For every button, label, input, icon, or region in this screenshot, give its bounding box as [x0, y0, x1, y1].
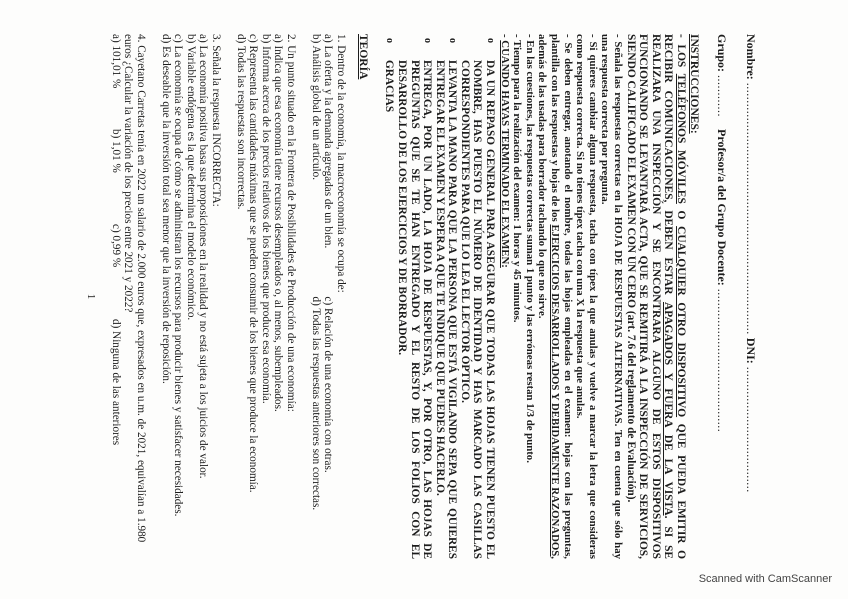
dni-field: ....................................: [744, 366, 758, 493]
text: O: [675, 203, 687, 227]
question-stem: 3. Señala la respuesta INCORRECTA:: [210, 34, 222, 207]
grupo-label: Grupo:: [715, 34, 729, 73]
option-a: a) La oferta y la demanda agregadas de un bien.: [322, 34, 335, 249]
bullet-circle-icon: o: [485, 38, 497, 43]
option-c: c) 0,99 %: [109, 224, 122, 268]
bullet-circle-icon: o: [422, 38, 434, 43]
instruction-scoring: - En las cuestiones, las respuestas correctas suman 1 punto y las erróneas restan 1/3 de punto.: [523, 34, 536, 463]
question-stem: 2. Un punto situado en la Frontera de Posibilidades de Producción de una economía:: [284, 34, 297, 412]
option-c: c) Relación de una economía con otras.: [322, 296, 335, 473]
grupo-field: ............: [715, 75, 729, 118]
option-a: a) 101,01 %: [109, 34, 122, 89]
text: APAGADOS Y FUERA DE LA VISTA: [662, 301, 675, 516]
option-a: a) Indica que esa economía tiene recursos desempleados o, al menos, subempleados.: [272, 34, 285, 412]
question-4: [109, 34, 147, 559]
grupo-line: [714, 34, 729, 559]
instruction-when-finished: [498, 34, 511, 559]
nombre-label: Nombre:: [744, 34, 758, 80]
instruction-phones: [624, 34, 687, 559]
text: ENTREGA, POR UN LADO, LA HOJA DE RESPUESTAS, Y, POR OTRO, LAS HOJAS DE PREGUNTAS QUE SE TE HAN ENTREGADO Y EL RESTO DE LOS FOLIOS CON EL DESARROLLO DE LOS EJERCICIOS Y DE BORRADOR.: [395, 60, 434, 559]
text: EJERCICIOS DESARROLLADOS Y DEBIDAMENTE RAZONADOS: [549, 224, 562, 557]
option-b: b) Variable endógena es la que determina el modelo económico.: [184, 34, 197, 321]
option-c: c) Representa las cantidades máximas que se pueden consumir de los bienes que produce la economía.: [247, 34, 260, 493]
text: , además de las usadas para borrador tachando lo que no sirve.: [536, 34, 562, 559]
page-number: 1: [85, 293, 98, 300]
name-dni-line: [743, 34, 758, 559]
question-2: [234, 34, 297, 559]
checklist-item: [433, 34, 458, 559]
option-d: d) Todas las respuestas son incorrectas.: [234, 34, 247, 210]
bullet-circle-icon: o: [384, 38, 396, 43]
question-1: [309, 34, 347, 559]
instruction-answers: - Señala las respuestas correctas en la HOJA DE RESPUESTAS ALTERNATIVAS. Ten en cuenta que sólo hay una respuesta correcta por pregunta.: [599, 34, 625, 559]
instruction-change-answer: - Si quieres cambiar alguna respuesta, tacha con típex la que anulas y vuelve a marcar la letra que consideras como respuesta correcta. Si no tienes típex tacha con una X la respuesta que anulas.: [574, 34, 599, 559]
question-stem: 4. Cayetano Carretas tenía en 2022 un salario de 2.000 euros que, expresados en u.m. de 2021, equivalían a 1.980 euros ¿Calcular la variación de los precios entre 2021 y 2022?: [122, 34, 148, 543]
text: CUALQUIER OTRO DISPOSITIVO: [675, 226, 687, 418]
text: DA UN REPASO GENERAL PARA ASEGURAR QUE TODAS LAS HOJAS TIENEN PUESTO EL NOMBRE, HAS PUESTO EL NÚMERO DE IDENTIDAD Y HAS MARCADO LAS CASILLAS CORRESPONDIENTES PARA QUE LO LEA EL LECTOR ÓPTICO.: [458, 60, 497, 559]
dni-label: DNI:: [744, 337, 758, 364]
profesor-field: .........................................: [715, 288, 729, 433]
question-stem: 1. Dentro de la economía, la macroeconomía se ocupa de:: [334, 34, 347, 293]
text: - Se deben entregar, anotando el nombre, todas las hojas empleadas en el examen: hojas con las preguntas, plantilla con las respuestas y hojas de los: [549, 34, 574, 559]
nombre-field: ........................................................................: [744, 82, 758, 335]
checklist-item: [458, 34, 496, 559]
profesor-label: Profesor/a del Grupo Docente:: [715, 129, 729, 286]
instruction-time: - Tiempo para la realización del examen: 1 horas y 45 minutos.: [511, 34, 524, 323]
teoria-title: TEORÍA: [356, 34, 369, 80]
checklist-item: [383, 34, 396, 559]
text: - LOS: [675, 34, 687, 74]
text: QUE PUEDA EMITIR O RECIBIR COMUNICACIONES, DEBEN ESTAR: [662, 34, 687, 560]
checklist-item: [395, 34, 433, 559]
text: GRACIAS: [383, 60, 396, 113]
instructions-title: INSTRUCCIONES:: [688, 34, 700, 134]
instruction-deliver: [536, 34, 574, 559]
option-b: b) Análisis global de un artículo.: [309, 34, 322, 181]
option-d: d) Ninguna de las anteriores: [109, 319, 122, 446]
option-c: c) La economía se ocupa de cómo se administran los recursos para producir bienes y satisfacer necesidades.: [172, 34, 185, 517]
camscanner-watermark: Scanned with CamScanner: [698, 573, 832, 585]
option-d: d) Todas las respuestas anteriores son correctas.: [309, 296, 322, 511]
question-3: [159, 34, 222, 559]
text: LEVANTA LA MANO PARA QUE LA PERSONA QUE ESTÁ VIGILANDO SEPA QUE QUIERES ENTREGAR EL EXAMEN Y ESPERA A QUE TE INDIQUE QUE PUEDES HACERLO.: [433, 60, 459, 559]
option-d: d) Es deseable que la inversión total sea menor que la inversión de reposición.: [159, 34, 172, 384]
text: CUANDO HAYAS TERMINADO EL EXAMEN:: [498, 40, 511, 268]
option-a: a) La economía positiva basa sus proposiciones en la realidad y no está sujeta a los juicios de valor.: [197, 34, 210, 479]
option-b: b) 1,01 %: [109, 129, 122, 173]
text: -: [498, 34, 511, 41]
option-b: b) Informa acerca de los precios relativos de los bienes que produce esa economía.: [259, 34, 272, 404]
text: TELÉFONOS MÓVILES: [675, 73, 687, 204]
finish-checklist: [383, 34, 496, 559]
bullet-circle-icon: o: [447, 38, 459, 43]
text: . SI SE REALIZARA UNA INSPECCIÓN Y SE ENCONTRARA ALGUNO DE ESTOS DISPOSITIVOS FUNCIONANDO SE LEVANTARÁ ACTA, QUE SE REMITIRÁ A LA INSPECCIÓN DE SERVICIOS, SIENDO CALIFICADO EL EXAMEN CON UN CERO (art. 7.6 del reglamento de Evaluación).: [624, 34, 675, 560]
